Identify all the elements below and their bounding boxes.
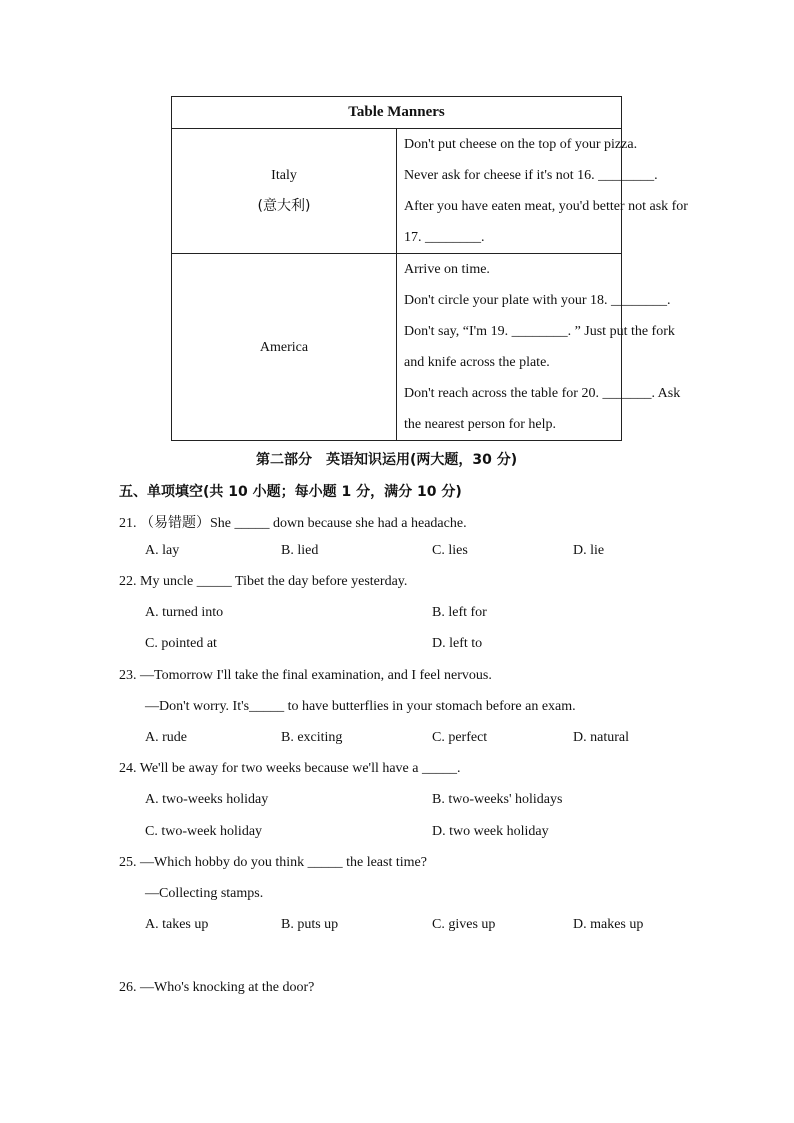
rule-text: Don't reach across the table for 20. _______. Ask: [404, 386, 681, 401]
country-cell-america: [172, 254, 397, 441]
rules-cell-america: [397, 254, 681, 441]
table-header-row: [172, 97, 622, 129]
question-25-stem: 25. —Which hobby do you think _____ the least time?: [119, 855, 427, 870]
q23-option-a: A. rude: [145, 730, 187, 745]
rule-text: the nearest person for help.: [404, 417, 556, 432]
table-row-america: [172, 254, 622, 441]
q25-option-c: C. gives up: [432, 917, 496, 932]
q24-option-a: A. two-weeks holiday: [145, 792, 269, 807]
rule-text: 17. ________.: [404, 230, 485, 245]
q23-option-d: D. natural: [573, 730, 629, 745]
rule-text: Arrive on time.: [404, 262, 490, 277]
q25-option-d: D. makes up: [573, 917, 644, 932]
q24-option-d: D. two week holiday: [432, 824, 549, 839]
country-cell-italy: [172, 129, 397, 254]
table-title: Table Manners: [172, 97, 622, 129]
country-name: Italy: [271, 168, 297, 183]
question-26-stem: 26. —Who's knocking at the door?: [119, 980, 315, 995]
q24-option-b: B. two-weeks' holidays: [432, 792, 563, 807]
question-23-stem-reply: —Don't worry. It's_____ to have butterflies in your stomach before an exam.: [145, 699, 576, 714]
q22-option-c: C. pointed at: [145, 636, 217, 651]
question-22-stem: 22. My uncle _____ Tibet the day before yesterday.: [119, 574, 408, 589]
country-name: America: [259, 339, 309, 355]
q22-option-a: A. turned into: [145, 605, 224, 620]
q23-option-c: C. perfect: [432, 730, 488, 745]
part-heading: 第二部分 英语知识运用(两大题，30 分): [256, 452, 518, 468]
question-25-stem-reply: —Collecting stamps.: [145, 886, 264, 901]
country-name-cn: (意大利): [257, 198, 311, 214]
q21-option-a: A. lay: [145, 543, 180, 558]
rule-text: Never ask for cheese if it's not 16. ________.: [404, 168, 658, 183]
table-manners: [171, 96, 688, 441]
rule-text: Don't say, “I'm 19. ________. ” Just put the fork: [404, 324, 675, 339]
q24-option-c: C. two-week holiday: [145, 824, 263, 839]
q23-option-b: B. exciting: [281, 730, 343, 745]
rule-text: After you have eaten meat, you'd better not ask for: [404, 199, 688, 214]
rule-text: Don't circle your plate with your 18. ________.: [404, 293, 671, 308]
q21-option-d: D. lie: [573, 543, 605, 558]
q21-option-b: B. lied: [281, 543, 319, 558]
question-23-stem: 23. —Tomorrow I'll take the final examination, and I feel nervous.: [119, 668, 492, 683]
q25-option-a: A. takes up: [145, 917, 209, 932]
table-row-italy: [172, 129, 622, 254]
rule-text: and knife across the plate.: [404, 355, 550, 370]
q21-option-c: C. lies: [432, 543, 468, 558]
question-24-stem: 24. We'll be away for two weeks because we'll have a _____.: [119, 761, 461, 776]
question-21-stem: 21. （易错题）She _____ down because she had a headache.: [119, 516, 467, 531]
rule-text: Don't put cheese on the top of your pizza.: [404, 137, 638, 152]
rules-cell-italy: [397, 129, 688, 254]
q22-option-d: D. left to: [432, 636, 483, 651]
q25-option-b: B. puts up: [281, 917, 339, 932]
section-heading: 五、单项填空(共 10 小题；每小题 1 分，满分 10 分): [119, 484, 462, 500]
q22-option-b: B. left for: [432, 605, 487, 620]
